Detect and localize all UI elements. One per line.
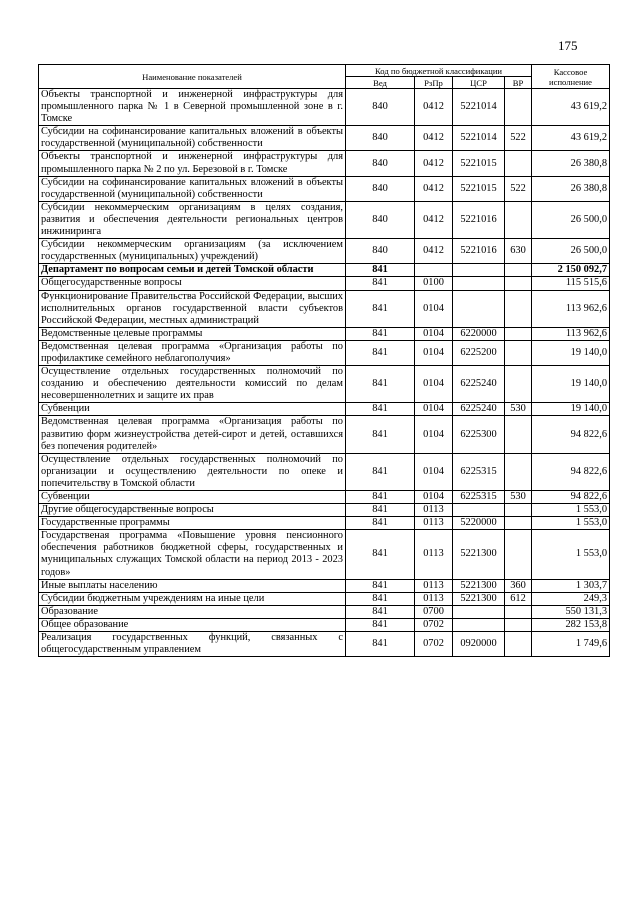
cell-vr: 630 bbox=[505, 239, 532, 264]
cell-ved: 841 bbox=[346, 517, 415, 530]
column-header-csr: ЦСР bbox=[453, 77, 505, 89]
table-row bbox=[39, 277, 610, 290]
cell-ved: 840 bbox=[346, 89, 415, 126]
cell-rzpr: 0104 bbox=[415, 366, 453, 403]
cell-ved: 840 bbox=[346, 126, 415, 151]
table-row bbox=[39, 632, 610, 657]
cell-csr bbox=[453, 605, 505, 618]
cell-ved: 841 bbox=[346, 579, 415, 592]
cell-name: Другие общегосударственные вопросы bbox=[39, 504, 346, 517]
cell-amount: 94 822,6 bbox=[532, 416, 610, 453]
table-row bbox=[39, 264, 610, 277]
cell-name: Общегосударственные вопросы bbox=[39, 277, 346, 290]
cell-ved: 841 bbox=[346, 366, 415, 403]
cell-amount: 26 380,8 bbox=[532, 176, 610, 201]
cell-amount: 19 140,0 bbox=[532, 366, 610, 403]
cell-ved: 841 bbox=[346, 340, 415, 365]
cell-csr: 6225315 bbox=[453, 491, 505, 504]
cell-amount: 113 962,6 bbox=[532, 290, 610, 327]
table-row bbox=[39, 530, 610, 579]
cell-rzpr: 0412 bbox=[415, 201, 453, 238]
table-row bbox=[39, 126, 610, 151]
cell-ved: 841 bbox=[346, 618, 415, 631]
cell-rzpr: 0412 bbox=[415, 151, 453, 176]
cell-name: Общее образование bbox=[39, 618, 346, 631]
cell-ved: 841 bbox=[346, 416, 415, 453]
cell-ved: 840 bbox=[346, 151, 415, 176]
table-row bbox=[39, 340, 610, 365]
cell-amount: 2 150 092,7 bbox=[532, 264, 610, 277]
cell-amount: 94 822,6 bbox=[532, 453, 610, 490]
cell-csr bbox=[453, 290, 505, 327]
table-row bbox=[39, 618, 610, 631]
cell-vr bbox=[505, 632, 532, 657]
cell-name: Субсидии на софинансирование капитальных вложений в объекты государственной (муниципальной) собственности bbox=[39, 176, 346, 201]
cell-csr: 6225240 bbox=[453, 366, 505, 403]
cell-rzpr: 0104 bbox=[415, 327, 453, 340]
cell-name: Осуществление отдельных государственных полномочий по созданию и обеспечению деятельности комиссий по делам несовершеннолетних и защите их прав bbox=[39, 366, 346, 403]
cell-ved: 840 bbox=[346, 176, 415, 201]
cell-name: Департамент по вопросам семьи и детей Томской области bbox=[39, 264, 346, 277]
cell-name: Объекты транспортной и инженерной инфраструктуры для промышленного парка № 1 в Северной промышленной зоне в г. Томске bbox=[39, 89, 346, 126]
cell-vr bbox=[505, 504, 532, 517]
cell-csr bbox=[453, 618, 505, 631]
cell-amount: 1 553,0 bbox=[532, 530, 610, 579]
table-row bbox=[39, 403, 610, 416]
table-row bbox=[39, 151, 610, 176]
cell-ved: 841 bbox=[346, 264, 415, 277]
cell-name: Объекты транспортной и инженерной инфраструктуры для промышленного парка № 2 по ул. Березовой в г. Томске bbox=[39, 151, 346, 176]
cell-csr: 0920000 bbox=[453, 632, 505, 657]
column-group-header-code: Код по бюджетной классификации bbox=[346, 65, 532, 77]
table-row bbox=[39, 504, 610, 517]
cell-vr: 522 bbox=[505, 176, 532, 201]
cell-rzpr: 0100 bbox=[415, 277, 453, 290]
cell-vr bbox=[505, 277, 532, 290]
cell-rzpr: 0104 bbox=[415, 453, 453, 490]
cell-rzpr: 0412 bbox=[415, 239, 453, 264]
cell-vr: 530 bbox=[505, 491, 532, 504]
cell-ved: 841 bbox=[346, 592, 415, 605]
cell-amount: 115 515,6 bbox=[532, 277, 610, 290]
cell-csr: 6225200 bbox=[453, 340, 505, 365]
cell-vr bbox=[505, 416, 532, 453]
cell-csr: 6225315 bbox=[453, 453, 505, 490]
cell-csr bbox=[453, 264, 505, 277]
cell-vr: 612 bbox=[505, 592, 532, 605]
cell-csr: 6225300 bbox=[453, 416, 505, 453]
cell-amount: 26 500,0 bbox=[532, 201, 610, 238]
cell-amount: 1 303,7 bbox=[532, 579, 610, 592]
cell-csr: 5221015 bbox=[453, 151, 505, 176]
cell-vr bbox=[505, 264, 532, 277]
table-row bbox=[39, 579, 610, 592]
cell-rzpr: 0104 bbox=[415, 403, 453, 416]
cell-csr: 5221300 bbox=[453, 592, 505, 605]
cell-vr bbox=[505, 618, 532, 631]
cell-name: Субсидии на софинансирование капитальных вложений в объекты государственной (муниципальной) собственности bbox=[39, 126, 346, 151]
cell-rzpr: 0104 bbox=[415, 340, 453, 365]
budget-table bbox=[38, 64, 610, 657]
cell-ved: 840 bbox=[346, 239, 415, 264]
cell-csr: 6225240 bbox=[453, 403, 505, 416]
cell-ved: 841 bbox=[346, 327, 415, 340]
cell-amount: 282 153,8 bbox=[532, 618, 610, 631]
table-row bbox=[39, 517, 610, 530]
cell-rzpr: 0700 bbox=[415, 605, 453, 618]
cell-rzpr: 0702 bbox=[415, 618, 453, 631]
cell-vr bbox=[505, 151, 532, 176]
cell-vr bbox=[505, 201, 532, 238]
cell-name: Государственные программы bbox=[39, 517, 346, 530]
cell-rzpr: 0104 bbox=[415, 290, 453, 327]
cell-amount: 113 962,6 bbox=[532, 327, 610, 340]
cell-name: Ведомственная целевая программа «Организация работы по профилактике семейного неблагополучия» bbox=[39, 340, 346, 365]
cell-amount: 43 619,2 bbox=[532, 89, 610, 126]
table-row bbox=[39, 239, 610, 264]
column-header-ved: Вед bbox=[346, 77, 415, 89]
cell-name: Образование bbox=[39, 605, 346, 618]
cell-vr bbox=[505, 327, 532, 340]
cell-name: Государственая программа «Повышение уровня пенсионного обеспечения работников бюджетной сферы, государственных и муниципальных служащих Томской области на период 2013 - 2023 годов» bbox=[39, 530, 346, 579]
cell-csr bbox=[453, 504, 505, 517]
cell-vr bbox=[505, 340, 532, 365]
column-header-cash: Кассовое исполнение bbox=[532, 65, 610, 89]
cell-ved: 841 bbox=[346, 491, 415, 504]
cell-name: Ведомственная целевая программа «Организация работы по развитию форм жизнеустройства детей-сирот и детей, оставшихся без попечения родителей» bbox=[39, 416, 346, 453]
table-row bbox=[39, 89, 610, 126]
cell-csr bbox=[453, 277, 505, 290]
cell-name: Иные выплаты населению bbox=[39, 579, 346, 592]
cell-vr: 522 bbox=[505, 126, 532, 151]
cell-ved: 841 bbox=[346, 290, 415, 327]
cell-ved: 841 bbox=[346, 605, 415, 618]
table-row bbox=[39, 290, 610, 327]
column-header-rzpr: РзПр bbox=[415, 77, 453, 89]
cell-rzpr: 0113 bbox=[415, 579, 453, 592]
cell-ved: 841 bbox=[346, 277, 415, 290]
cell-rzpr: 0113 bbox=[415, 517, 453, 530]
cell-amount: 94 822,6 bbox=[532, 491, 610, 504]
cell-vr bbox=[505, 89, 532, 126]
column-header-vr: ВР bbox=[505, 77, 532, 89]
page-number: 175 bbox=[558, 38, 578, 53]
cell-amount: 1 749,6 bbox=[532, 632, 610, 657]
cell-csr: 5221300 bbox=[453, 579, 505, 592]
cell-ved: 841 bbox=[346, 403, 415, 416]
cell-vr bbox=[505, 605, 532, 618]
cell-rzpr: 0702 bbox=[415, 632, 453, 657]
cell-name: Субсидии некоммерческим организациям в целях создания, развития и обеспечения деятельности региональных центров инжиниринга bbox=[39, 201, 346, 238]
cell-rzpr: 0104 bbox=[415, 416, 453, 453]
cell-amount: 249,3 bbox=[532, 592, 610, 605]
cell-csr: 5221300 bbox=[453, 530, 505, 579]
cell-amount: 19 140,0 bbox=[532, 340, 610, 365]
cell-name: Субвенции bbox=[39, 403, 346, 416]
cell-rzpr: 0113 bbox=[415, 504, 453, 517]
cell-vr: 360 bbox=[505, 579, 532, 592]
cell-rzpr: 0104 bbox=[415, 491, 453, 504]
table-row bbox=[39, 201, 610, 238]
cell-vr bbox=[505, 453, 532, 490]
cell-ved: 840 bbox=[346, 201, 415, 238]
cell-csr: 5221016 bbox=[453, 201, 505, 238]
cell-name: Субвенции bbox=[39, 491, 346, 504]
cell-amount: 43 619,2 bbox=[532, 126, 610, 151]
cell-ved: 841 bbox=[346, 632, 415, 657]
cell-rzpr: 0412 bbox=[415, 126, 453, 151]
cell-vr bbox=[505, 366, 532, 403]
cell-rzpr bbox=[415, 264, 453, 277]
cell-name: Функционирование Правительства Российской Федерации, высших исполнительных органов государственной власти субъектов Российской Федерации, местных администраций bbox=[39, 290, 346, 327]
table-row bbox=[39, 366, 610, 403]
cell-amount: 1 553,0 bbox=[532, 517, 610, 530]
table-row bbox=[39, 176, 610, 201]
cell-rzpr: 0412 bbox=[415, 176, 453, 201]
table-row bbox=[39, 453, 610, 490]
table-row bbox=[39, 327, 610, 340]
cell-amount: 26 380,8 bbox=[532, 151, 610, 176]
table-row bbox=[39, 491, 610, 504]
cell-csr: 6220000 bbox=[453, 327, 505, 340]
cell-csr: 5221014 bbox=[453, 89, 505, 126]
cell-name: Реализация государственных функций, связанных с общегосударственным управлением bbox=[39, 632, 346, 657]
cell-name: Субсидии некоммерческим организациям (за исключением государственных (муниципальных) учреждений) bbox=[39, 239, 346, 264]
table-row bbox=[39, 592, 610, 605]
cell-vr: 530 bbox=[505, 403, 532, 416]
column-header-name: Наименование показателей bbox=[39, 65, 346, 89]
cell-rzpr: 0113 bbox=[415, 592, 453, 605]
cell-amount: 26 500,0 bbox=[532, 239, 610, 264]
cell-vr bbox=[505, 290, 532, 327]
table-row bbox=[39, 416, 610, 453]
cell-amount: 550 131,3 bbox=[532, 605, 610, 618]
cell-ved: 841 bbox=[346, 530, 415, 579]
cell-vr bbox=[505, 530, 532, 579]
cell-amount: 1 553,0 bbox=[532, 504, 610, 517]
cell-csr: 5221014 bbox=[453, 126, 505, 151]
cell-csr: 5221015 bbox=[453, 176, 505, 201]
cell-vr bbox=[505, 517, 532, 530]
cell-amount: 19 140,0 bbox=[532, 403, 610, 416]
cell-ved: 841 bbox=[346, 453, 415, 490]
cell-csr: 5220000 bbox=[453, 517, 505, 530]
cell-name: Субсидии бюджетным учреждениям на иные цели bbox=[39, 592, 346, 605]
cell-name: Ведомственные целевые программы bbox=[39, 327, 346, 340]
cell-name: Осуществление отдельных государственных полномочий по организации и осуществлению деятельности по опеке и попечительству в Томской области bbox=[39, 453, 346, 490]
cell-rzpr: 0412 bbox=[415, 89, 453, 126]
cell-ved: 841 bbox=[346, 504, 415, 517]
cell-csr: 5221016 bbox=[453, 239, 505, 264]
table-row bbox=[39, 605, 610, 618]
cell-rzpr: 0113 bbox=[415, 530, 453, 579]
